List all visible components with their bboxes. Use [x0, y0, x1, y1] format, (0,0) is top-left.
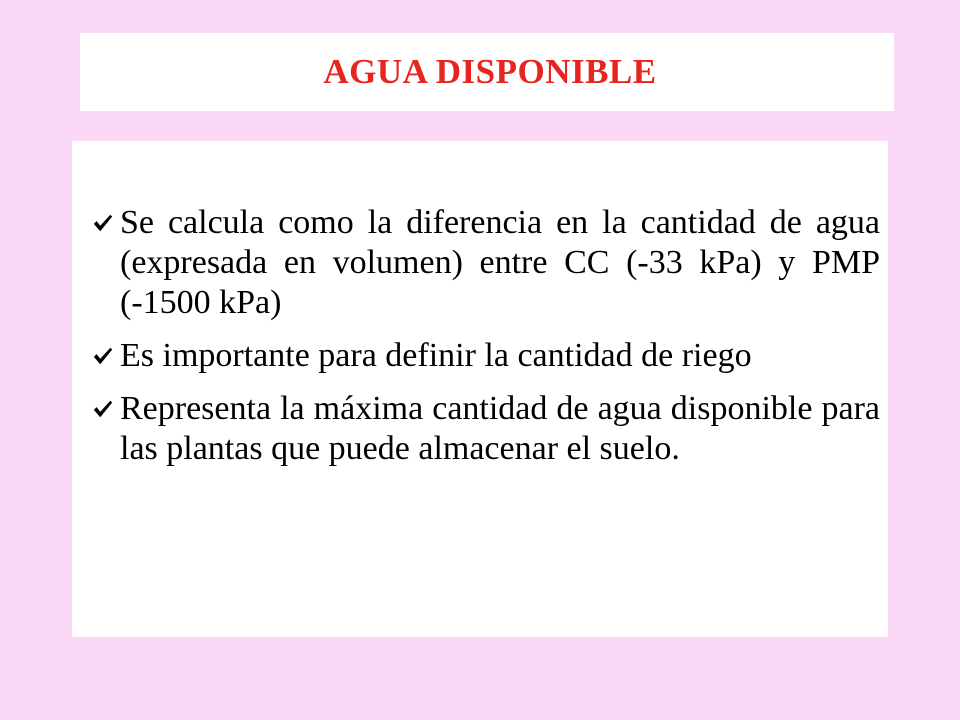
title-panel	[80, 33, 894, 111]
content-panel	[72, 141, 888, 637]
checkmark-icon	[92, 203, 120, 243]
bullet-text: Representa la máxima cantidad de agua disponible para las plantas que puede almacenar el suelo.	[120, 390, 880, 467]
slide-title: AGUA DISPONIBLE	[323, 52, 657, 91]
bullet-item-1	[92, 203, 880, 323]
checkmark-icon	[92, 389, 120, 429]
checkmark-icon	[92, 336, 120, 376]
bullet-item-2	[92, 336, 880, 376]
bullet-item-3	[92, 389, 880, 469]
bullet-list	[92, 203, 880, 469]
bullet-text: Se calcula como la diferencia en la cantidad de agua (expresada en volumen) entre CC (-33 kPa) y PMP (-1500 kPa)	[120, 204, 880, 321]
bullet-text: Es importante para definir la cantidad de riego	[120, 337, 752, 374]
